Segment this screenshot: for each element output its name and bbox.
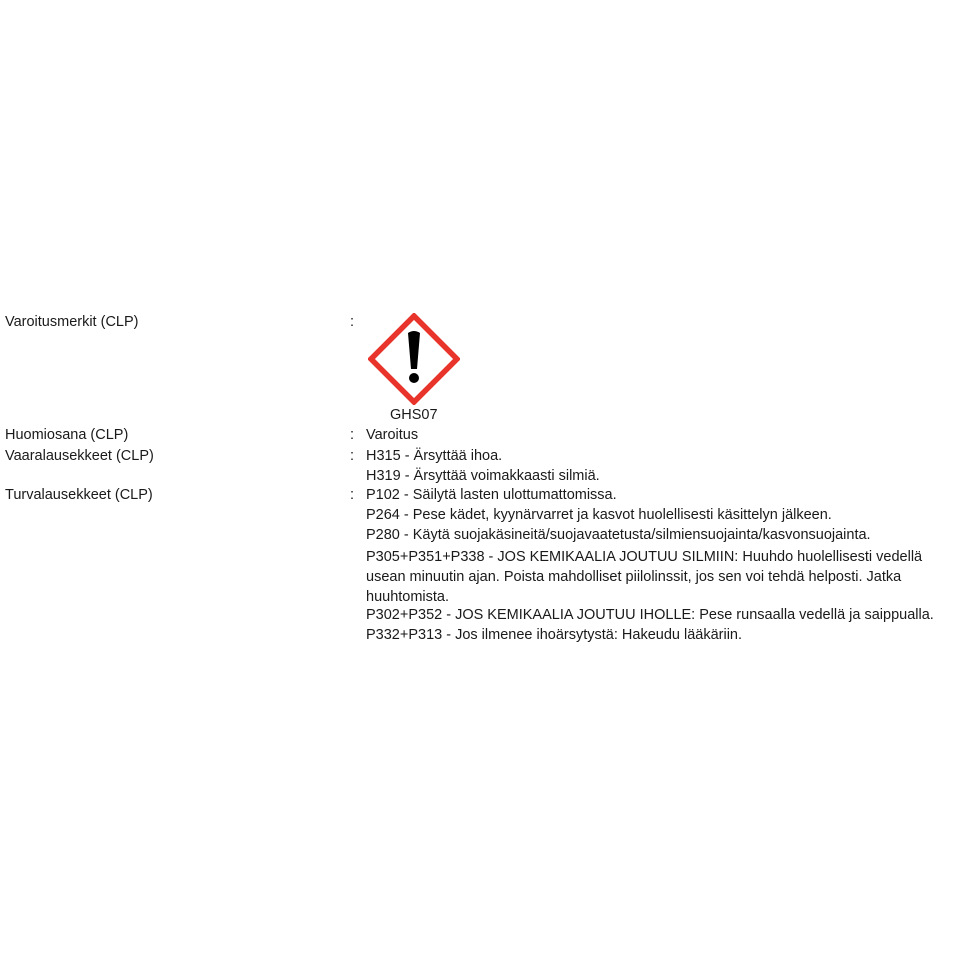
hazard-statements-colon: :: [350, 448, 355, 464]
precautionary-statements-label: Turvalausekkeet (CLP): [5, 487, 153, 503]
precautionary-statement: P264 - Pese kädet, kyynärvarret ja kasvot huolellisesti käsittelyn jälkeen.: [366, 507, 832, 523]
precautionary-statement: P332+P313 - Jos ilmenee ihoärsytystä: Hakeudu lääkäriin.: [366, 627, 743, 643]
signal-word-colon: :: [350, 427, 355, 443]
hazard-statement: H315 - Ärsyttää ihoa.: [366, 448, 503, 464]
precautionary-statements-colon: :: [350, 487, 355, 503]
precautionary-statement: P305+P351+P338 - JOS KEMIKAALIA JOUTUU SILMIIN: Huuhdo huolellisesti vedellä usean minuutin ajan. Poista mahdolliset piilolinssit, jos sen voi tehdä helposti. Jatka huuhtomista.: [366, 549, 923, 605]
signal-word-value: Varoitus: [366, 427, 419, 443]
pictograms-label: Varoitusmerkit (CLP): [5, 314, 139, 330]
hazard-statements-label: Vaaralausekkeet (CLP): [5, 448, 154, 464]
hazard-statement: H319 - Ärsyttää voimakkaasti silmiä.: [366, 468, 600, 484]
precautionary-statement: P102 - Säilytä lasten ulottumattomissa.: [366, 487, 617, 503]
pictograms-colon: :: [350, 314, 355, 330]
precautionary-statement: P302+P352 - JOS KEMIKAALIA JOUTUU IHOLLE: Pese runsaalla vedellä ja saippualla.: [366, 607, 934, 623]
signal-word-label: Huomiosana (CLP): [5, 427, 129, 443]
ghs07-exclamation-icon: [368, 313, 460, 405]
pictogram-code: GHS07: [390, 407, 438, 423]
precautionary-statement: P280 - Käytä suojakäsineitä/suojavaatetusta/silmiensuojainta/kasvonsuojainta.: [366, 527, 871, 543]
